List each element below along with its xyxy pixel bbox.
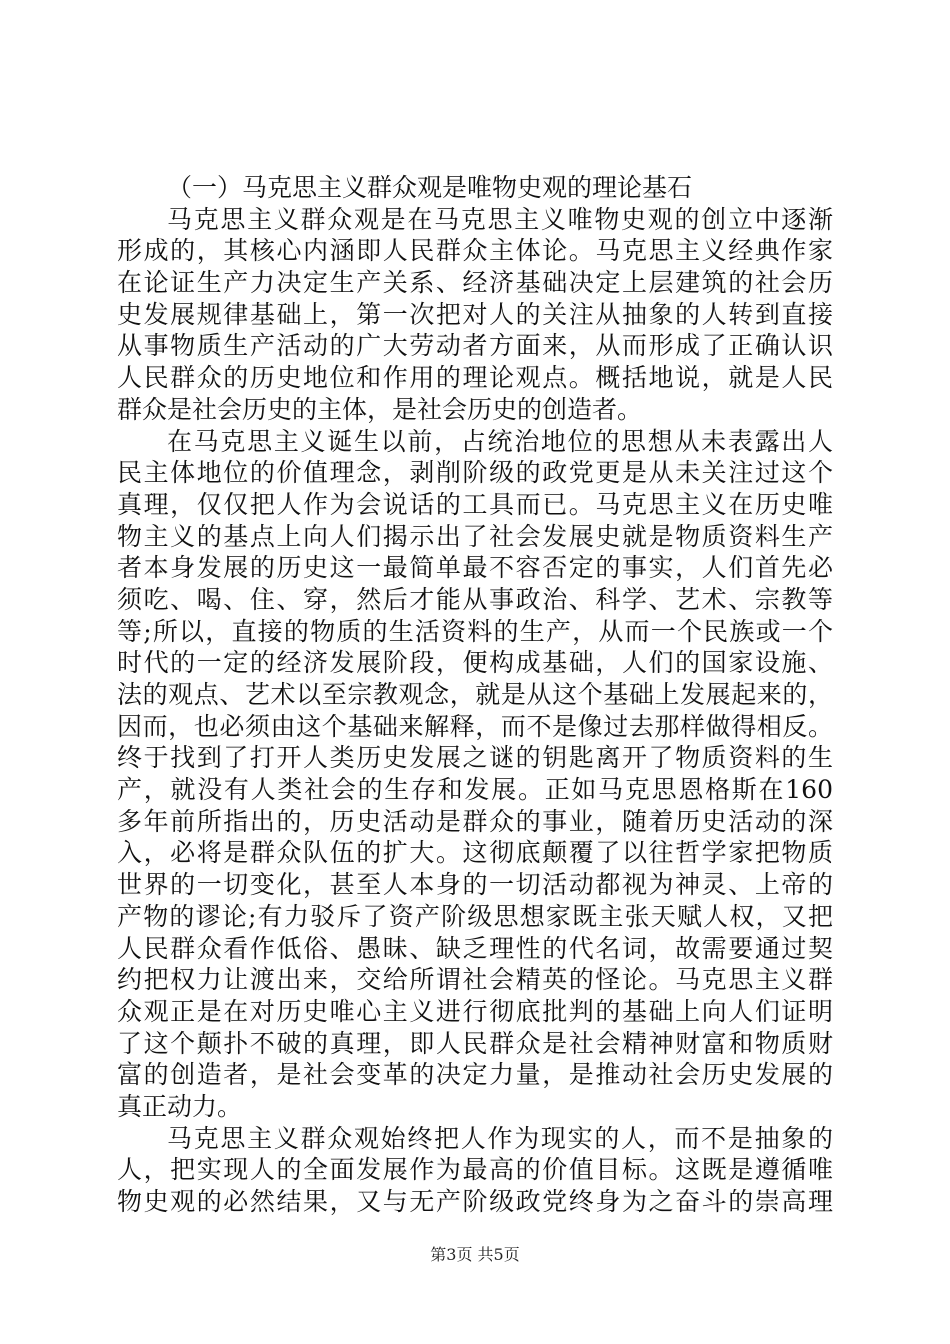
paragraph-line: 真正动力。 bbox=[117, 1091, 243, 1121]
paragraph-line: 史发展规律基础上，第一次把对人的关注从抽象的人转到直接 bbox=[117, 299, 833, 329]
paragraph-line: 者本身发展的历史这一最简单最不容否定的事实，人们首先必 bbox=[117, 553, 833, 583]
paragraph-line: 从事物质生产活动的广大劳动者方面来，从而形成了正确认识 bbox=[117, 331, 833, 361]
paragraph-line: 在马克思主义诞生以前，占统治地位的思想从未表露出人 bbox=[167, 426, 833, 456]
paragraph-line: 在论证生产力决定生产关系、经济基础决定上层建筑的社会历 bbox=[117, 268, 833, 298]
paragraph-line: 物史观的必然结果，又与无产阶级政党终身为之奋斗的崇高理 bbox=[117, 1187, 833, 1216]
paragraph-line: 须吃、喝、住、穿，然后才能从事政治、科学、艺术、宗教等 bbox=[117, 584, 833, 614]
page-number-footer: 第3页 共5页 bbox=[430, 1245, 520, 1264]
paragraph-line: 形成的，其核心内涵即人民群众主体论。马克思主义经典作家 bbox=[117, 236, 833, 266]
paragraph-line: 产物的谬论;有力驳斥了资产阶级思想家既主张天赋人权，又把 bbox=[117, 901, 833, 931]
paragraph-line: 人，把实现人的全面发展作为最高的价值目标。这既是遵循唯 bbox=[117, 1155, 833, 1185]
paragraph-line: 终于找到了打开人类历史发展之谜的钥匙离开了物质资料的生 bbox=[117, 743, 833, 773]
paragraph-line: 人民群众看作低俗、愚昧、缺乏理性的代名词，故需要通过契 bbox=[117, 933, 833, 963]
section-heading: （一）马克思主义群众观是唯物史观的理论基石 bbox=[167, 173, 693, 202]
paragraph-line: 人民群众的历史地位和作用的理论观点。概括地说，就是人民 bbox=[117, 363, 833, 393]
paragraph-line: 产，就没有人类社会的生存和发展。正如马克思恩格斯在160 bbox=[117, 775, 833, 805]
paragraph-line: 因而，也必须由这个基础来解释，而不是像过去那样做得相反。 bbox=[117, 711, 833, 741]
paragraph-line: 入，必将是群众队伍的扩大。这彻底颠覆了以往哲学家把物质 bbox=[117, 838, 833, 868]
paragraph-line: 等;所以，直接的物质的生活资料的生产，从而一个民族或一个 bbox=[117, 616, 833, 646]
paragraph-line: 时代的一定的经济发展阶段，便构成基础，人们的国家设施、 bbox=[117, 648, 833, 678]
paragraph-line: 众观正是在对历史唯心主义进行彻底批判的基础上向人们证明 bbox=[117, 996, 833, 1026]
paragraph-line: 世界的一切变化，甚至人本身的一切活动都视为神灵、上帝的 bbox=[117, 870, 833, 900]
paragraph-line: 法的观点、艺术以至宗教观念，就是从这个基础上发展起来的， bbox=[117, 680, 833, 709]
paragraph-line: 了这个颠扑不破的真理，即人民群众是社会精神财富和物质财 bbox=[117, 1028, 833, 1058]
document-body bbox=[117, 172, 833, 1218]
paragraph-line: 马克思主义群众观始终把人作为现实的人，而不是抽象的 bbox=[167, 1123, 833, 1153]
paragraph-line: 马克思主义群众观是在马克思主义唯物史观的创立中逐渐 bbox=[167, 204, 833, 234]
paragraph-line: 富的创造者，是社会变革的决定力量，是推动社会历史发展的 bbox=[117, 1060, 833, 1090]
paragraph-line: 民主体地位的价值理念，剥削阶级的政党更是从未关注过这个 bbox=[117, 458, 833, 488]
paragraph-line: 物主义的基点上向人们揭示出了社会发展史就是物质资料生产 bbox=[117, 521, 833, 551]
paragraph-line: 真理，仅仅把人作为会说话的工具而已。马克思主义在历史唯 bbox=[117, 489, 833, 519]
paragraph-line: 群众是社会历史的主体，是社会历史的创造者。 bbox=[117, 394, 643, 424]
paragraph-line: 约把权力让渡出来，交给所谓社会精英的怪论。马克思主义群 bbox=[117, 965, 833, 995]
paragraph-line: 多年前所指出的，历史活动是群众的事业，随着历史活动的深 bbox=[117, 806, 833, 836]
